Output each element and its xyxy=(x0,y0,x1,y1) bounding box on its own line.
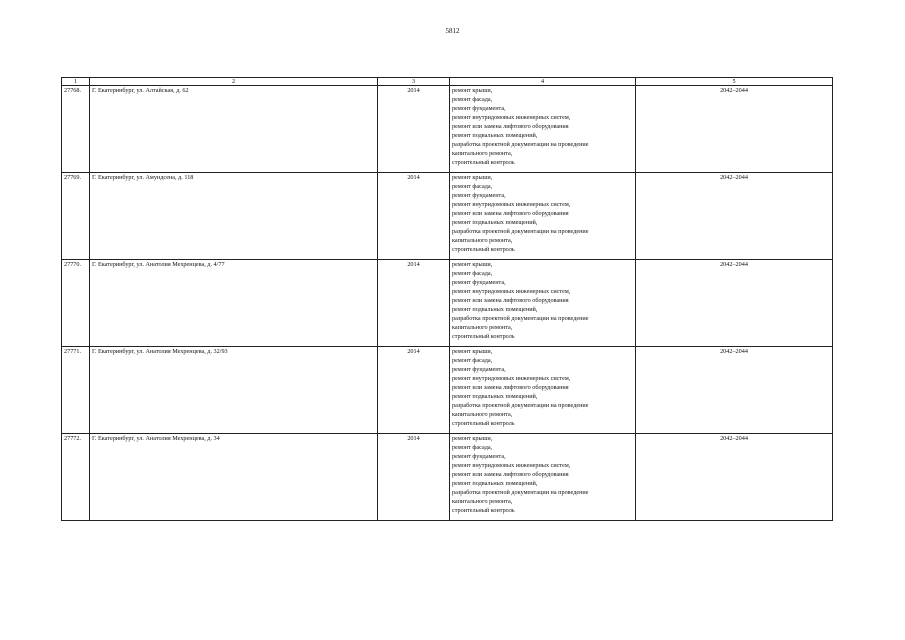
period-cell: 2042–2044 xyxy=(636,347,833,434)
work-item: ремонт фасада, xyxy=(452,444,493,451)
table-row xyxy=(62,347,833,434)
work-item: ремонт крыши, xyxy=(452,435,493,442)
works-cell xyxy=(450,347,636,434)
work-item: ремонт или замена лифтового оборудования xyxy=(452,297,569,304)
work-item: капитального ремонта, xyxy=(452,324,513,331)
address-cell: Г. Екатеринбург, ул. Анатолия Мехренцева, д. 34 xyxy=(90,434,378,521)
column-header-4: 4 xyxy=(450,78,636,86)
year-cell: 2014 xyxy=(378,86,450,173)
work-item: ремонт или замена лифтового оборудования xyxy=(452,123,569,130)
work-item: ремонт фундамента, xyxy=(452,453,506,460)
work-item: ремонт внутридомовых инженерных систем, xyxy=(452,114,571,121)
work-item: разработка проектной документации на проведение xyxy=(452,315,589,322)
period-cell: 2042–2044 xyxy=(636,434,833,521)
year-cell: 2014 xyxy=(378,260,450,347)
capital-repair-table xyxy=(61,77,833,521)
work-item: ремонт подвальных помещений, xyxy=(452,480,538,487)
work-item: ремонт фасада, xyxy=(452,357,493,364)
work-item: ремонт фундамента, xyxy=(452,192,506,199)
address-cell: Г. Екатеринбург, ул. Анатолия Мехренцева, д. 4/77 xyxy=(90,260,378,347)
work-item: капитального ремонта, xyxy=(452,411,513,418)
work-item: строительный контроль xyxy=(452,159,515,166)
work-item: строительный контроль xyxy=(452,246,515,253)
work-item: ремонт подвальных помещений, xyxy=(452,132,538,139)
row-number: 27769. xyxy=(62,173,90,260)
work-item: ремонт подвальных помещений, xyxy=(452,219,538,226)
work-item: ремонт крыши, xyxy=(452,87,493,94)
table-row xyxy=(62,173,833,260)
work-item: строительный контроль xyxy=(452,420,515,427)
work-item: ремонт внутридомовых инженерных систем, xyxy=(452,201,571,208)
work-item: ремонт фундамента, xyxy=(452,105,506,112)
work-item: ремонт крыши, xyxy=(452,174,493,181)
work-item: разработка проектной документации на проведение xyxy=(452,141,589,148)
work-item: ремонт внутридомовых инженерных систем, xyxy=(452,375,571,382)
header-row xyxy=(62,78,833,86)
column-header-5: 5 xyxy=(636,78,833,86)
work-item: строительный контроль xyxy=(452,333,515,340)
work-item: ремонт или замена лифтового оборудования xyxy=(452,384,569,391)
address-cell: Г. Екатеринбург, ул. Амундсена, д. 118 xyxy=(90,173,378,260)
work-item: капитального ремонта, xyxy=(452,237,513,244)
row-number: 27770. xyxy=(62,260,90,347)
year-cell: 2014 xyxy=(378,347,450,434)
address-cell: Г. Екатеринбург, ул. Анатолия Мехренцева, д. 32/93 xyxy=(90,347,378,434)
work-item: строительный контроль xyxy=(452,507,515,514)
works-cell xyxy=(450,86,636,173)
work-item: ремонт внутридомовых инженерных систем, xyxy=(452,462,571,469)
work-item: разработка проектной документации на проведение xyxy=(452,228,589,235)
work-item: ремонт или замена лифтового оборудования xyxy=(452,471,569,478)
work-item: разработка проектной документации на проведение xyxy=(452,402,589,409)
work-item: ремонт фасада, xyxy=(452,96,493,103)
work-item: капитального ремонта, xyxy=(452,150,513,157)
page-number: 5812 xyxy=(445,27,460,35)
table-row xyxy=(62,86,833,173)
work-item: ремонт фундамента, xyxy=(452,366,506,373)
address-cell: Г. Екатеринбург, ул. Алтайская, д. 62 xyxy=(90,86,378,173)
work-item: ремонт крыши, xyxy=(452,261,493,268)
period-cell: 2042–2044 xyxy=(636,86,833,173)
works-cell xyxy=(450,260,636,347)
work-item: ремонт подвальных помещений, xyxy=(452,393,538,400)
row-number: 27772. xyxy=(62,434,90,521)
year-cell: 2014 xyxy=(378,173,450,260)
work-item: ремонт крыши, xyxy=(452,348,493,355)
table-row xyxy=(62,260,833,347)
work-item: ремонт фасада, xyxy=(452,270,493,277)
table-row xyxy=(62,434,833,521)
table-body xyxy=(62,86,833,521)
work-item: ремонт фасада, xyxy=(452,183,493,190)
work-item: ремонт фундамента, xyxy=(452,279,506,286)
row-number: 27768. xyxy=(62,86,90,173)
year-cell: 2014 xyxy=(378,434,450,521)
row-number: 27771. xyxy=(62,347,90,434)
period-cell: 2042–2044 xyxy=(636,173,833,260)
column-header-1: 1 xyxy=(62,78,90,86)
column-header-2: 2 xyxy=(90,78,378,86)
work-item: ремонт внутридомовых инженерных систем, xyxy=(452,288,571,295)
column-header-3: 3 xyxy=(378,78,450,86)
works-cell xyxy=(450,434,636,521)
period-cell: 2042–2044 xyxy=(636,260,833,347)
work-item: разработка проектной документации на проведение xyxy=(452,489,589,496)
work-item: ремонт подвальных помещений, xyxy=(452,306,538,313)
work-item: капитального ремонта, xyxy=(452,498,513,505)
works-cell xyxy=(450,173,636,260)
work-item: ремонт или замена лифтового оборудования xyxy=(452,210,569,217)
